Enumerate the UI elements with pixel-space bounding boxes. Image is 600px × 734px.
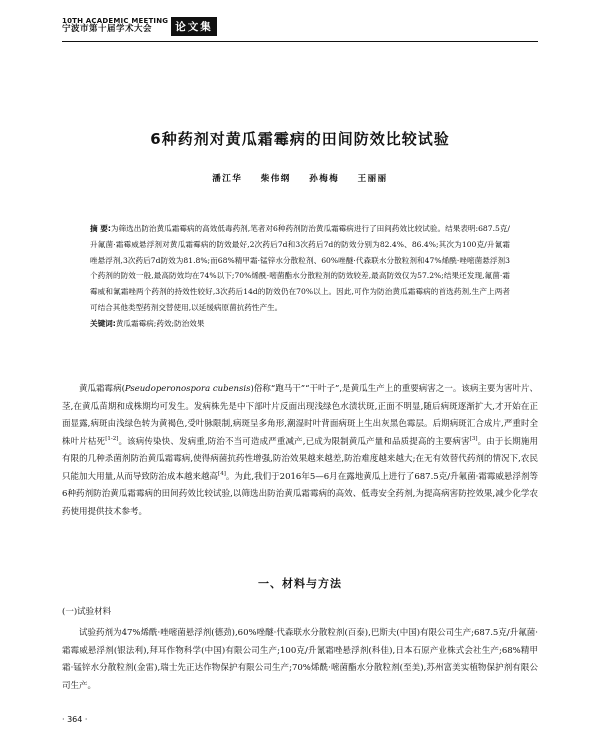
citation-ref: [4] [218, 470, 226, 477]
journal-header [62, 12, 217, 40]
header-chinese: 宁波市第十届学术大会 [62, 24, 153, 35]
intro-text-2: )俗称“跑马干”“干叶子”,是黄瓜生产上的重要病害之一。该病主要为害叶片、茎,在黄瓜苗期和成株期均可发生。发病株先是中下部叶片反面出现浅绿色水渍状斑,正面不明显,随后病斑逐渐扩大,才开始在正面显露,病斑由浅绿色转为黄褐色,受叶脉限制,病斑呈多角形,潮湿时叶背面病斑上生出灰黑色霉层。后期病斑汇合成片,严重时全株叶片枯死 [62, 384, 538, 447]
keywords-line [90, 316, 510, 332]
page-number: · 364 · [62, 715, 88, 724]
header-english: 10TH ACADEMIC MEETING [62, 16, 169, 25]
header-text [62, 18, 168, 34]
materials-paragraph: 试验药剂为47%烯酰·唑嘧菌悬浮剂(德劲),60%唑醚·代森联水分散粒剂(百泰),巴斯夫(中国)有限公司生产;687.5克/升氟菌·霜霉威悬浮剂(银法利),拜耳作物科学(中国)有限公司生产;100克/升氰霜唑悬浮剂(科佳),日本石原产业株式会社生产;68%精甲霜·锰锌水分散粒剂(金雷),瑞士先正达作物保护有限公司生产;70%烯酰·嘧菌酯水分散粒剂(至美),苏州富美实植物保护剂有限公司生产。 [62, 628, 538, 691]
citation-ref: [1-2] [105, 435, 119, 442]
abstract-paragraph [90, 221, 510, 316]
citation-ref: [3] [469, 435, 478, 442]
header-badge: 论文集 [171, 17, 217, 36]
intro-text-3: 。该病传染快、发病重,防治不当可造成严重减产,已成为限制黄瓜产量和品质提高的主要病害 [118, 436, 470, 447]
keywords-label: 关键词: [90, 318, 116, 328]
intro-text-1: 黄瓜霜霉病( [79, 384, 125, 394]
pathogen-latin-name: Pseudoperonospora cubensis [124, 384, 251, 394]
paper-title: 6种药剂对黄瓜霜霉病的田间防效比较试验 [150, 130, 450, 148]
subsection-heading: (一)试验材料 [62, 607, 112, 617]
header-divider [62, 41, 538, 42]
abstract-label: 摘 要: [90, 224, 111, 233]
section-heading: 一、材料与方法 [258, 577, 342, 590]
abstract-text: 为筛选出防治黄瓜霜霉病的高效低毒药剂,笔者对6种药剂防治黄瓜霜霉病进行了田间药效比较试验。结果表明:687.5克/升氟菌·霜霉威悬浮剂对黄瓜霜霉病的防效最好,2次药后7d和3次药后7d的防效分别为82.4%、86.4%;其次为100克/升氰霜唑悬浮剂,3次药后7d防效为81.8%;而68%精甲霜·锰锌水分散粒剂、60%唑醚·代森联水分散粒剂和47%烯酰·唑嘧菌悬浮剂3个药剂的防效一般,最高防效均在74%以下;70%烯酰·嘧菌酯水分散粒剂的防效较差,最高防效仅为57.2%;结果还发现,氟菌·霜霉威和氰霜唑两个药剂的持效性较好,3次药后14d的防效仍在70%以上。因此,可作为防治黄瓜霜霉病的首选药剂,生产上两者可结合其他类型药剂交替使用,以延缓病原菌抗药性产生。 [90, 224, 510, 312]
intro-section [62, 381, 538, 521]
intro-text-4: 。由于长期施用有限的几种杀菌剂防治黄瓜霜霉病,使得病菌抗药性增强,防治效果越来越差,防治难度越来越大;在无有效替代药剂的情况下,农民只能加大用量,从而导致防治成本越来越高 [62, 436, 538, 482]
keywords-text: 黄瓜霜霉病;药效;防治效果 [115, 318, 205, 328]
paper-authors: 潘江华 柴伟纲 孙梅梅 王丽丽 [212, 174, 388, 184]
intro-paragraph [62, 381, 538, 521]
intro-text-5: 。为此,我们于2016年5—6月在露地黄瓜上进行了687.5克/升氟菌·霜霉威悬浮剂等6种药剂防治黄瓜霜霉病的田间药效比较试验,以筛选出防治黄瓜霜霉病的高效、低毒安全药剂,为提高病害防控效果,减少化学农药使用提供技术参考。 [62, 471, 538, 517]
materials-section [62, 625, 538, 695]
abstract-block [90, 221, 510, 332]
